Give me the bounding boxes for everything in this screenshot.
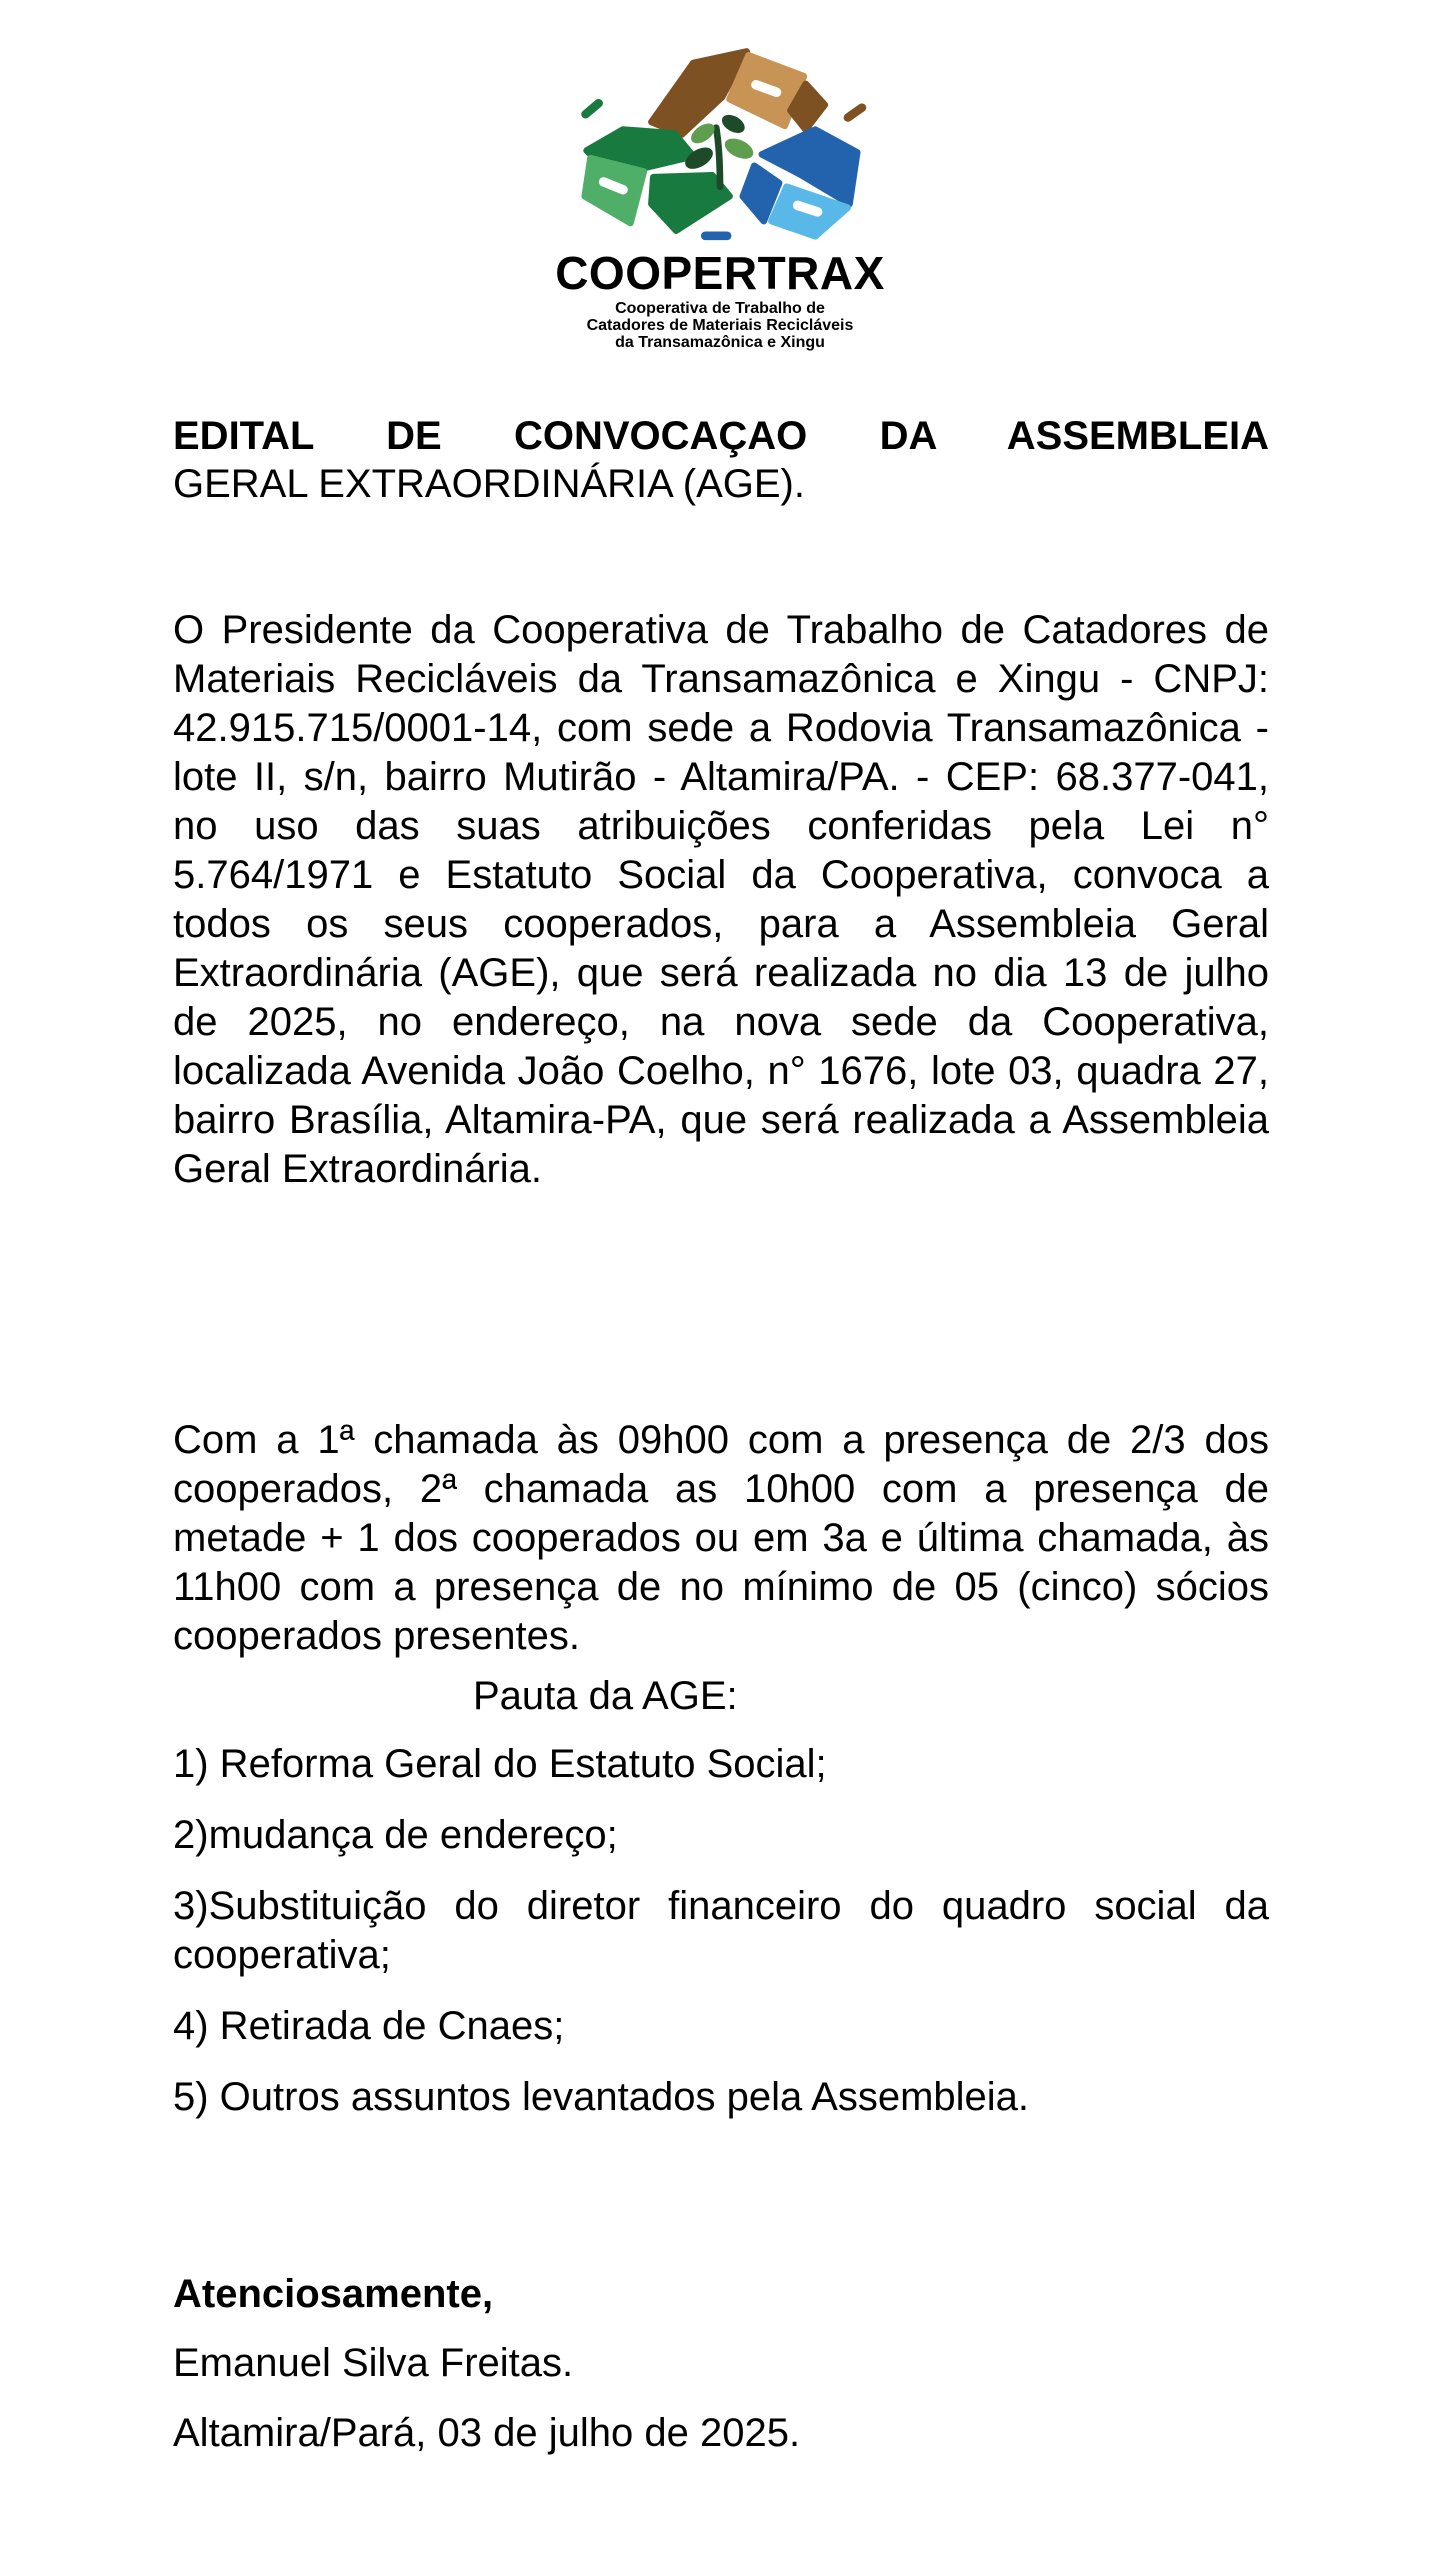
agenda-item-2: 2)mudança de endereço; — [173, 1813, 618, 1857]
logo-wordmark: COOPERTRAX — [555, 247, 885, 299]
paragraph-quorum-calls: Com a 1ª chamada às 09h00 com a presença de 2/3 dos cooperados, 2ª chamada as 10h00 com a presença de metade + 1 dos cooperados ou em 3a e última chamada, às 11h00 com a presença de no mínimo de 05 (cinco) sócios cooperados presentes. — [173, 1418, 1269, 1658]
agenda-item-4: 4) Retirada de Cnaes; — [173, 2004, 565, 2048]
logo-subtitle-line-3: da Transamazônica e Xingu — [615, 334, 825, 351]
agenda-heading: Pauta da AGE: — [473, 1674, 738, 1718]
agenda-item-3: 3)Substituição do diretor financeiro do quadro social da cooperativa; — [173, 1884, 1269, 1977]
paragraph-convocation: O Presidente da Cooperativa de Trabalho de Catadores de Materiais Recicláveis da Transamazônica e Xingu - CNPJ: 42.915.715/0001-14, com sede a Rodovia Transamazônica - lote II, s/n, bairro Mutirão - Altamira/PA. - CEP: 68.377-041, no uso das suas atribuições conferidas pela Lei n° 5.764/1971 e Estatuto Social da Cooperativa, convoca a todos os seus cooperados, para a Assembleia Geral Extraordinária (AGE), que será realizada no dia 13 de julho de 2025, no endereço, na nova sede da Cooperativa, localizada Avenida João Coelho, n° 1676, lote 03, quadra 27, bairro Brasília, Altamira-PA, que será realizada a Assembleia Geral Extraordinária. — [173, 608, 1269, 1191]
logo-subtitle-line-2: Catadores de Materiais Recicláveis — [586, 317, 854, 334]
document-title-line-2: GERAL EXTRAORDINÁRIA (AGE). — [173, 462, 805, 506]
logo-subtitle-line-1: Cooperativa de Trabalho de — [615, 300, 825, 317]
agenda-item-1: 1) Reforma Geral do Estatuto Social; — [173, 1742, 827, 1786]
logo-subtitle — [0, 300, 1440, 351]
document-title-line-1: EDITAL DE CONVOCAÇAO DA ASSEMBLEIA — [173, 414, 1269, 458]
accent-dash-blue — [701, 232, 731, 241]
agenda-list — [173, 1740, 1269, 2144]
logo-arm-blue — [743, 130, 857, 237]
signature-closing: Atenciosamente, — [173, 2272, 494, 2316]
logo-block — [0, 42, 1440, 351]
signature-name: Emanuel Silva Freitas. — [173, 2341, 574, 2385]
agenda-item-5: 5) Outros assuntos levantados pela Assembleia. — [173, 2075, 1030, 2119]
signature-place-date: Altamira/Pará, 03 de julho de 2025. — [173, 2411, 801, 2455]
accent-dash-green — [579, 97, 604, 120]
recycling-logo-icon — [555, 42, 885, 242]
logo-arm-green — [585, 130, 730, 231]
accent-dash-brown — [842, 102, 868, 124]
signature-block — [173, 2270, 1269, 2458]
document-title — [173, 412, 1269, 508]
